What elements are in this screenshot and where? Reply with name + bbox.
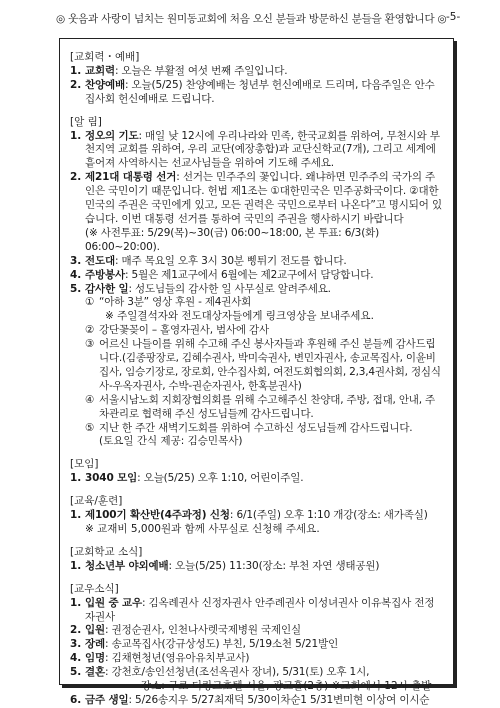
section-training [70,495,444,537]
item-number: 1. [70,64,82,77]
sub-number: ① [85,296,95,309]
section-title: [교회학교 소식] [70,545,143,558]
item-note: (※ 사전투표: 5/29(목)~30(금) 06:00~18:00, 본 투표: 6/3(화) 06:00~20:00). [85,226,380,253]
sub-note: ※ 주일결석자와 전도대상자들에게 링크영상을 보내주세요. [105,310,374,323]
sub-text: 강단꽃꽂이 – 홀영자권사, 범사에 감사 [99,324,269,337]
item-label: 전도대 [85,254,115,267]
item-note: ※ 교재비 5,000원과 함께 사무실로 신청해 주세요. [85,523,320,535]
item-text: : 매주 목요일 오후 3시 30분 삥튀기 전도를 합니다. [114,254,347,267]
list-item [70,694,444,708]
item-number: 6. [70,693,82,706]
sub-note: (토요일 간식 제공: 김승민목사) [99,435,243,448]
list-item [70,130,444,172]
item-text: : 김채현청년(영유아유치부교사) [105,652,250,665]
section-members [70,583,444,708]
sub-number: ④ [85,393,95,406]
item-label: 입원 중 교우 [85,596,142,609]
item-text: : 송교목집사(강규상성도) 부친, 5/19소천 5/21발인 [105,638,339,651]
item-text: : 오늘은 부활절 여섯 번째 주일입니다. [114,64,288,77]
section-title: [모임] [70,458,99,471]
sub-item [85,338,444,394]
section-notice [70,116,444,450]
page-number: -5- [446,11,461,23]
item-number: 2. [70,78,82,91]
item-text: : 선거는 민주주의 꽃입니다. 왜냐하면 민주주의 국가의 주인은 국민이기 때문입니다. 헌법 제1조는 ①대한민국은 민주공화국이다. ②대한민국의 주권은 국민에게 있고, 모든 권력은 국민으로부터 나온다”고 명시되어 있습니다. 이번 대통령 선거를 통하여 국민의 주권을 행사하시기 바랍니다 [85,171,442,225]
sub-item [85,394,444,422]
list-item [70,666,444,680]
list-item [70,65,444,79]
sub-number: ② [85,324,95,337]
list-item [70,560,444,574]
sub-item [85,296,444,310]
item-number: 3. [70,638,82,651]
list-item [70,255,444,269]
item-number: 2. [70,171,82,184]
sub-text: 지난 한 주간 새벽기도회를 위하여 수고하신 성도님들께 감사드립니다. [99,421,413,434]
sub-number: ⑤ [85,421,95,434]
list-item [70,652,444,666]
item-text: : 오늘(5/25) 11:30(장소: 부천 자연 생태공원) [168,559,380,572]
item-number: 4. [70,652,82,665]
item-text: : 오늘(5/25) 오후 1:10, 어린이주일. [137,472,304,485]
list-item [70,171,444,254]
item-text: : 매일 낮 12시에 우리나라와 민족, 한국교회를 위하여, 무천시와 부천지역 교회를 위하여, 우리 교단(예장총합)과 교단신학교(7개), 그리고 세계에 흩어져 사역하시는 선교사님들을 위하여 기도해 주세요. [85,129,440,170]
item-label: 감사한 일 [85,282,129,295]
list-item [70,597,444,625]
item-label: 금주 생일 [85,693,129,706]
item-label: 장례 [85,638,105,651]
section-title: [교우소식] [70,582,119,595]
sub-text: “아하 3분” 영상 후원 - 제4권사회 [99,296,252,309]
item-number: 2. [70,624,82,637]
section-title: [교육/훈련] [70,495,123,508]
item-number: 1. [70,596,82,609]
item-number: 1. [70,509,82,522]
item-label: 제21대 대통령 선거 [85,171,177,184]
sub-number: ③ [85,338,95,351]
item-label: 임명 [85,652,105,665]
item-label: 제100기 확산반(4주과정) 신청 [85,509,230,522]
section-title: [교회력・예배] [70,51,140,63]
sub-text: 어르신 나들이를 위해 수고해 주신 봉사자들과 후원해 주신 분들께 감사드립니다.(김종팡장로, 김혜수권사, 박미숙권사, 변민자권사, 송교목집사, 이윤비집사, 임승기장로, 장로회, 안수집사회, 여전도회협의회, 2,3,4권사회, 정심식사-우옥자권사, 수박-권순자권사, 한혹분권사) [99,338,441,392]
item-label: 찬양예배 [85,78,125,91]
item-text: : 김옥례권사 신정자권사 안주례권사 이성녀권사 이유복집사 전정자권사 [85,596,435,623]
bulletin-box [59,38,454,706]
item-text: : 6/1(주일) 오후 1:10 개강(장소: 새가족실) [229,509,428,522]
list-item [70,79,444,107]
item-number: 3. [70,254,82,267]
item-number: 4. [70,268,82,281]
sub-text: 서울시남노회 지회장협의회를 위해 수고해주신 찬양대, 주방, 접대, 안내, 주차관리로 협력해 주신 성도님들께 감사드립니다. [99,393,435,420]
item-label: 청소년부 야외예배 [85,559,169,572]
item-label: 결혼 [85,666,105,679]
list-item [70,472,444,486]
sub-item [85,422,444,436]
section-title: [알 림] [70,115,102,128]
item-text: : 강천호/송인선청년(조선옥권사 장녀), 5/31(토) 오후 1시, [105,666,370,679]
page-header [0,6,500,28]
section-calendar [70,51,444,107]
header-title: ◎ 웃음과 사랑이 넘치는 원미동교회에 처음 오신 분들과 방문하신 분들을 환영합니다 ◎ [56,13,447,25]
item-text: : 권정순권사, 인천나사렛국제병원 국제인실 [105,624,302,637]
section-meeting [70,458,444,486]
item-label: 3040 모임 [85,472,138,485]
wedding-place: 장소: 구로 더링크호텔 서울, 광고홀(2층) ※교회에서 12시 출발 [141,680,432,693]
item-label: 정오의 기도 [85,129,139,142]
item-number: 5. [70,666,82,679]
item-label: 주방봉사 [85,268,125,281]
item-label: 교회력 [85,64,115,77]
list-item [70,624,444,638]
item-text: : 오늘(5/25) 찬양예배는 청년부 헌신예배로 드리며, 다음주일은 안수집사회 헌신예배로 드립니다. [85,78,435,105]
item-text: : 성도님들의 감사한 일 사무실로 알려주세요. [128,282,331,295]
item-text: : 5월은 제1교구에서 6월에는 제2교구에서 담당합니다. [124,268,374,281]
item-number: 1. [70,129,82,142]
item-number: 5. [70,282,82,295]
item-number: 1. [70,559,82,572]
list-item [70,283,444,297]
sub-item [85,324,444,338]
item-label: 입원 [85,624,105,637]
list-item [70,509,444,523]
section-school [70,546,444,574]
item-number: 1. [70,472,82,485]
list-item [70,269,444,283]
item-text: : 5/26송지우 5/27최재덕 5/30이차순1 5/31변미현 이상여 이시순 [128,693,430,706]
list-item [70,638,444,652]
